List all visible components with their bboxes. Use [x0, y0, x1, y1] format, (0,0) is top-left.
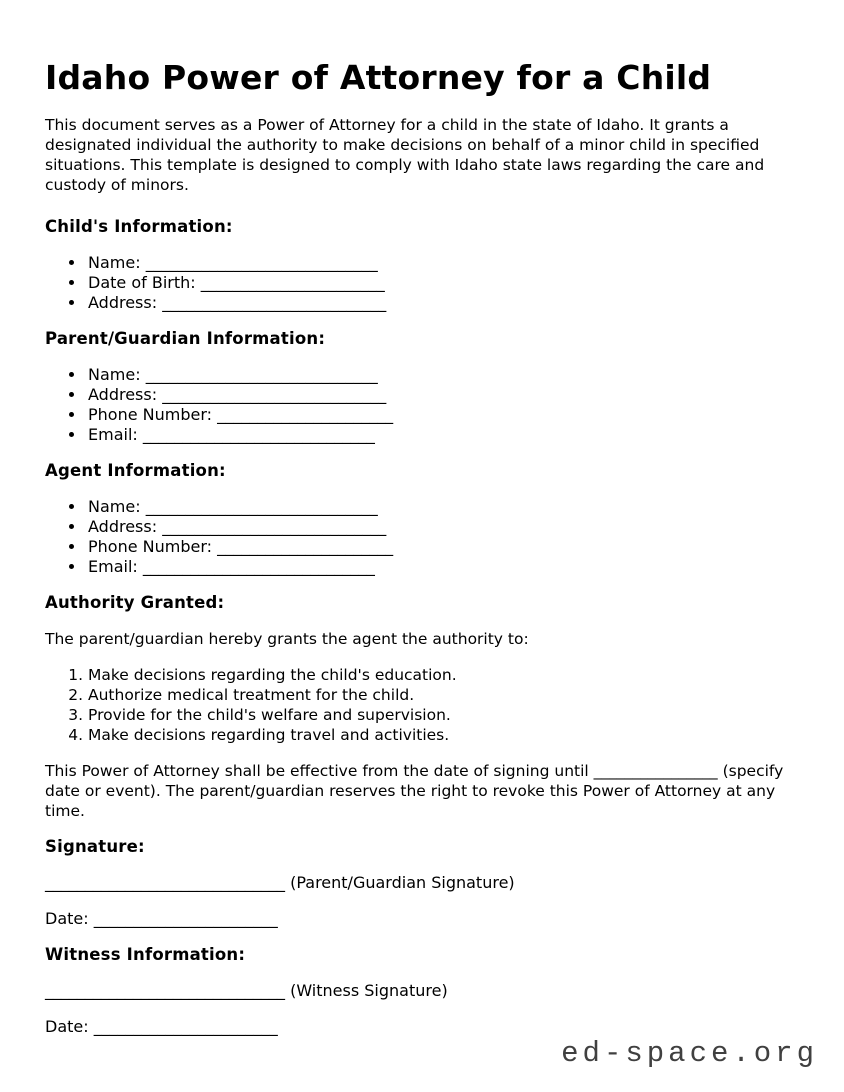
parent-signature-line	[45, 873, 800, 893]
field-label: Phone Number:	[88, 537, 213, 556]
field-label: Date of Birth:	[88, 273, 196, 292]
field-label: Address:	[88, 293, 158, 312]
field-blank: _____________________________	[145, 365, 378, 384]
witness-signature-line	[45, 981, 800, 1001]
effective-clause	[45, 761, 800, 821]
signature-blank: ______________________________	[45, 981, 285, 1000]
list-item	[86, 497, 800, 517]
effective-clause-text: This Power of Attorney shall be effective from the date of signing until	[45, 762, 589, 780]
list-item	[86, 537, 800, 557]
signature-caption: (Parent/Guardian Signature)	[290, 873, 515, 892]
list-item: 4. Make decisions regarding travel and activities.	[88, 725, 800, 745]
field-blank: _____________________________	[142, 557, 375, 576]
field-label: Name:	[88, 497, 141, 516]
intro-paragraph: This document serves as a Power of Attorney for a child in the state of Idaho. It grants a designated individual the authority to make decisions on behalf of a minor child in specified situations. This template is designed to comply with Idaho state laws regarding the care and custody of minors.	[45, 116, 765, 194]
list-item: 1. Make decisions regarding the child's education.	[88, 665, 800, 685]
field-label: Address:	[88, 385, 158, 404]
date-blank: _______________________	[93, 909, 278, 928]
date-blank: _______________________	[93, 1017, 278, 1036]
list-item	[86, 273, 800, 293]
field-label: Name:	[88, 365, 141, 384]
childs-information-list	[45, 253, 800, 313]
list-item	[86, 253, 800, 273]
list-item	[86, 385, 800, 405]
field-blank: ____________________________	[162, 517, 387, 536]
field-label: Name:	[88, 253, 141, 272]
section-heading-agent-information: Agent Information:	[45, 461, 226, 480]
list-item	[86, 425, 800, 445]
section-heading-witness-information: Witness Information:	[45, 945, 246, 964]
authority-items-list	[45, 665, 800, 745]
list-item	[86, 557, 800, 577]
list-item	[86, 405, 800, 425]
field-blank: _____________________________	[145, 497, 378, 516]
section-heading-childs-information: Child's Information:	[45, 217, 233, 236]
field-blank: _____________________________	[145, 253, 378, 272]
page-title: Idaho Power of Attorney for a Child	[45, 58, 712, 97]
list-item	[86, 517, 800, 537]
watermark-site-name: ed-space.org	[561, 1037, 818, 1070]
effective-date-blank: ________________	[593, 762, 718, 780]
parent-guardian-information-list	[45, 365, 800, 445]
effective-clause-text: (specify date or event). The parent/guardian reserves the right to revoke this Power of Attorney at any time.	[45, 762, 784, 820]
section-heading-parent-guardian-information: Parent/Guardian Information:	[45, 329, 326, 348]
date-label: Date:	[45, 1017, 89, 1036]
agent-information-list	[45, 497, 800, 577]
witness-signature-date-line	[45, 1017, 800, 1037]
parent-signature-date-line	[45, 909, 800, 929]
list-item: 3. Provide for the child's welfare and supervision.	[88, 705, 800, 725]
field-blank: _______________________	[200, 273, 385, 292]
list-item	[86, 293, 800, 313]
field-label: Phone Number:	[88, 405, 213, 424]
field-blank: ____________________________	[162, 385, 387, 404]
field-blank: ____________________________	[162, 293, 387, 312]
date-label: Date:	[45, 909, 89, 928]
field-blank: ______________________	[217, 537, 394, 556]
authority-grant-intro: The parent/guardian hereby grants the agent the authority to:	[45, 630, 529, 648]
field-label: Address:	[88, 517, 158, 536]
signature-caption: (Witness Signature)	[290, 981, 448, 1000]
field-label: Email:	[88, 557, 138, 576]
section-heading-authority-granted: Authority Granted:	[45, 593, 225, 612]
list-item: 2. Authorize medical treatment for the child.	[88, 685, 800, 705]
field-blank: _____________________________	[142, 425, 375, 444]
field-label: Email:	[88, 425, 138, 444]
list-item	[86, 365, 800, 385]
field-blank: ______________________	[217, 405, 394, 424]
signature-blank: ______________________________	[45, 873, 285, 892]
section-heading-signature: Signature:	[45, 837, 145, 856]
